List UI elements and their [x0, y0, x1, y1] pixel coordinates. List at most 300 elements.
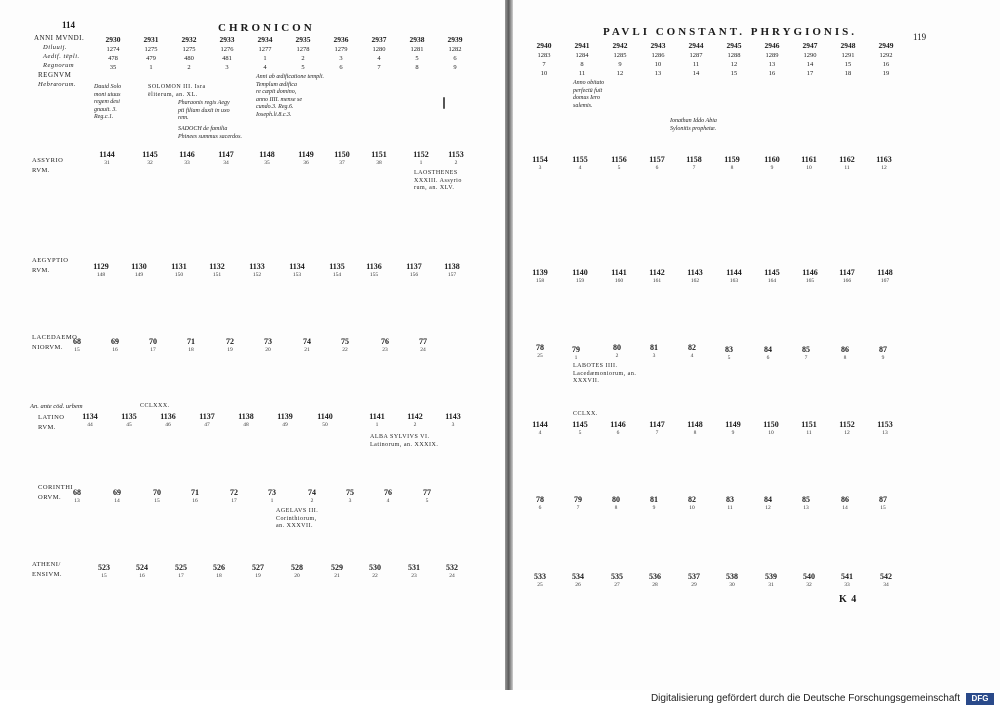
cell-r-ath-2 — [559, 572, 597, 589]
cell-main: 71 — [191, 488, 199, 497]
cell-ath-8 — [356, 563, 394, 580]
cell-sub: 6 — [538, 505, 542, 511]
year-cell: 1279 — [334, 46, 348, 53]
cell-sub: 25 — [537, 353, 543, 359]
cell-lac-9 — [366, 337, 404, 354]
year-cell: 1292 — [879, 52, 893, 59]
year-cell: 2945 — [726, 41, 742, 50]
cell-r-cor-2 — [559, 495, 597, 512]
cell-r-lat-8 — [790, 420, 828, 437]
cell-main: 74 — [303, 337, 311, 346]
cell-main: 1151 — [801, 420, 817, 429]
note-anno-obitato: Anno obitato perfectū fuit domus Iero salemis. — [573, 80, 605, 109]
cell-sub: 3 — [538, 165, 542, 171]
cell-sub: 6 — [616, 430, 620, 436]
cell-ath-3 — [162, 563, 200, 580]
cell-main: 82 — [688, 495, 696, 504]
year-cell: 13 — [768, 61, 776, 68]
cell-r-aeg-9 — [828, 268, 866, 285]
cell-main: 1153 — [877, 420, 893, 429]
cell-main: 536 — [649, 572, 661, 581]
year-cell: 1289 — [765, 52, 779, 59]
cell-main: 1163 — [876, 155, 892, 164]
cell-sub: 7 — [692, 165, 696, 171]
note-agelaus: AGELAVS III. Corinthiorum, an. XXXVII. — [276, 508, 319, 529]
cell-main: 1135 — [121, 412, 137, 421]
cell-sub: 9 — [652, 505, 656, 511]
cell-aeg-3 — [160, 262, 198, 279]
cell-r-assyr-2 — [561, 155, 599, 172]
cell-r-assyr-6 — [713, 155, 751, 172]
cell-aeg-7 — [318, 262, 356, 279]
cell-r-assyr-8 — [790, 155, 828, 172]
year-cell: 2949 — [878, 41, 894, 50]
cell-sub: 16 — [139, 573, 145, 579]
cell-sub: 19 — [227, 347, 233, 353]
cell-r-aeg-2 — [561, 268, 599, 285]
year-cell: 1274 — [106, 46, 120, 53]
cell-sub: 12 — [881, 165, 887, 171]
cell-main: 1136 — [366, 262, 382, 271]
cell-sub: 29 — [691, 582, 697, 588]
year-cell: 2944 — [688, 41, 704, 50]
cell-r-aeg-1 — [521, 268, 559, 285]
cell-r-aeg-3 — [600, 268, 638, 285]
year-cell: 1287 — [689, 52, 703, 59]
cell-main: 68 — [73, 337, 81, 346]
cell-lac-8 — [326, 337, 364, 354]
cell-cor-8 — [331, 488, 369, 505]
cell-ath-1 — [85, 563, 123, 580]
year-cell: 35 — [109, 64, 117, 71]
cell-sub: 160 — [614, 278, 624, 284]
cell-r-lac-7 — [749, 345, 787, 362]
cell-sub: 148 — [96, 272, 106, 278]
cell-sub: 153 — [292, 272, 302, 278]
cell-r-lac-3 — [598, 343, 636, 360]
cell-sub: 2 — [454, 160, 458, 166]
cell-main: 528 — [291, 563, 303, 572]
cell-sub: 23 — [411, 573, 417, 579]
cell-cor-9 — [369, 488, 407, 505]
year-cell: 4 — [377, 55, 381, 62]
cell-sub: 150 — [174, 272, 184, 278]
cell-r-aeg-8 — [791, 268, 829, 285]
cell-main: 1149 — [298, 150, 314, 159]
note-pharaonis: Pharaonis regis Aegy pti filiam duxit in uxo rem. — [178, 100, 230, 121]
cell-main: 1144 — [99, 150, 115, 159]
cell-sub: 15 — [101, 573, 107, 579]
cell-main: 86 — [841, 345, 849, 354]
cell-ath-2 — [123, 563, 161, 580]
cell-main: 529 — [331, 563, 343, 572]
year-cell: 1275 — [182, 46, 196, 53]
cell-r-aeg-7 — [753, 268, 791, 285]
cell-r-lac-10 — [864, 345, 902, 362]
year-cell: 2 — [301, 55, 305, 62]
cell-main: 69 — [111, 337, 119, 346]
cell-sub: 49 — [282, 422, 288, 428]
cell-sub: 36 — [303, 160, 309, 166]
header-label-diluvii: Diluuij. — [43, 44, 68, 51]
cell-sub: 157 — [447, 272, 457, 278]
cell-main: 87 — [879, 495, 887, 504]
cell-r-assyr-10 — [865, 155, 903, 172]
cell-r-ath-10 — [867, 572, 905, 589]
year-cell: 2931 — [143, 35, 159, 44]
cell-main: 1138 — [444, 262, 460, 271]
cell-sub: 37 — [339, 160, 345, 166]
cell-r-lac-1 — [521, 343, 559, 360]
cell-sub: 154 — [332, 272, 342, 278]
cell-sub: 15 — [154, 498, 160, 504]
cell-sub: 45 — [126, 422, 132, 428]
header-label-regnum: REGNVM — [38, 71, 72, 79]
cell-lat-10 — [434, 412, 472, 429]
cell-aeg-4 — [198, 262, 236, 279]
cell-r-cor-4 — [635, 495, 673, 512]
cell-assyr-5 — [248, 150, 286, 167]
note-alba: ALBA SYLVIVS VI. Latinorum, an. XXXIX. — [370, 434, 439, 448]
cell-sub: 3 — [451, 422, 455, 428]
cell-sub: 31 — [104, 160, 110, 166]
year-cell: 8 — [415, 64, 419, 71]
cell-r-aeg-10 — [866, 268, 904, 285]
cell-main: 85 — [802, 495, 810, 504]
cell-assyr-7 — [323, 150, 361, 167]
cell-sub: 18 — [188, 347, 194, 353]
cell-main: 534 — [572, 572, 584, 581]
cell-main: 1135 — [329, 262, 345, 271]
cell-main: 1158 — [686, 155, 702, 164]
cell-main: 1129 — [93, 262, 109, 271]
year-cell: 3 — [339, 55, 343, 62]
cell-sub: 6 — [766, 355, 770, 361]
cell-lac-7 — [288, 337, 326, 354]
year-cell: 2933 — [219, 35, 235, 44]
section-label-assyriorum: ASSYRIO RVM. — [32, 157, 64, 174]
cell-r-assyr-3 — [600, 155, 638, 172]
cell-sub: 33 — [184, 160, 190, 166]
cell-sub: 10 — [806, 165, 812, 171]
cell-main: 538 — [726, 572, 738, 581]
cell-main: 1161 — [801, 155, 817, 164]
year-cell: 15 — [730, 70, 738, 77]
note-ab-urbem: An. ante cōd. urbem — [30, 403, 83, 410]
year-cell: 5 — [415, 55, 419, 62]
cell-ath-4 — [200, 563, 238, 580]
cell-sub: 15 — [880, 505, 886, 511]
cell-r-ath-1 — [521, 572, 559, 589]
header-label-hebraeorum: Hebræorum. — [38, 81, 77, 88]
cell-sub: 13 — [74, 498, 80, 504]
digitization-footer — [0, 690, 1000, 708]
cell-sub: 163 — [729, 278, 739, 284]
cell-main: 1144 — [726, 268, 742, 277]
cell-sub: 14 — [114, 498, 120, 504]
cell-lat-2 — [110, 412, 148, 429]
section-label-latinorum: LATINO RVM. — [38, 414, 65, 431]
cell-main: 1143 — [445, 412, 461, 421]
year-cell: 2935 — [295, 35, 311, 44]
cell-sub: 16 — [192, 498, 198, 504]
year-cell: 1282 — [448, 46, 462, 53]
year-cell: 2930 — [105, 35, 121, 44]
cell-main: 1153 — [448, 150, 464, 159]
cell-sub: 24 — [449, 573, 455, 579]
year-cell: 3 — [225, 64, 229, 71]
year-cell: 1276 — [220, 46, 234, 53]
cell-main: 70 — [153, 488, 161, 497]
cell-main: 530 — [369, 563, 381, 572]
year-cell: 480 — [184, 55, 194, 62]
cell-main: 1134 — [82, 412, 98, 421]
year-cell: 479 — [146, 55, 156, 62]
cell-sub: 9 — [770, 165, 774, 171]
year-cell: 2932 — [181, 35, 197, 44]
cell-main: 1150 — [763, 420, 779, 429]
cell-main: 1162 — [839, 155, 855, 164]
cell-assyr-10 — [437, 150, 475, 167]
cell-main: 1141 — [369, 412, 385, 421]
cell-main: 86 — [841, 495, 849, 504]
cell-r-aeg-5 — [676, 268, 714, 285]
cell-r-cor-5 — [673, 495, 711, 512]
cell-sub: 17 — [150, 347, 156, 353]
cell-main: 1131 — [171, 262, 187, 271]
cell-main: 1137 — [199, 412, 215, 421]
cell-sub: 165 — [805, 278, 815, 284]
cell-main: 1157 — [649, 155, 665, 164]
note-david: Dauid Solo moni uiuus regem desi gnauit. 3. Reg.c.1. — [94, 84, 122, 120]
cell-r-cor-10 — [864, 495, 902, 512]
footer-text: Digitalisierung gefördert durch die Deutsche Forschungsgemeinschaft — [650, 693, 960, 704]
cell-r-ath-5 — [675, 572, 713, 589]
cell-sub: 34 — [223, 160, 229, 166]
right-years-row-4 — [525, 70, 905, 78]
cell-main: 537 — [688, 572, 700, 581]
cell-main: 1145 — [142, 150, 158, 159]
cell-lat-6 — [266, 412, 304, 429]
cell-sub: 17 — [178, 573, 184, 579]
cell-main: 1150 — [334, 150, 350, 159]
year-cell: 478 — [108, 55, 118, 62]
cell-sub: 13 — [882, 430, 888, 436]
cell-r-lat-3 — [599, 420, 637, 437]
cell-main: 1148 — [687, 420, 703, 429]
left-running-head: CHRONICON — [218, 22, 315, 34]
cell-main: 1147 — [649, 420, 665, 429]
cell-sub: 2 — [413, 422, 417, 428]
cell-r-lat-10 — [866, 420, 904, 437]
cell-sub: 152 — [252, 272, 262, 278]
cell-sub: 158 — [535, 278, 545, 284]
year-cell: 4 — [263, 64, 267, 71]
cell-main: 1142 — [407, 412, 423, 421]
cell-main: 1147 — [839, 268, 855, 277]
cell-aeg-5 — [238, 262, 276, 279]
note-sadoch: SADOCH de familia Phinees summus sacerdos. — [178, 126, 242, 140]
cell-aeg-10 — [433, 262, 471, 279]
year-cell: 16 — [768, 70, 776, 77]
cell-sub: 21 — [334, 573, 340, 579]
cell-main: 72 — [230, 488, 238, 497]
cell-sub: 12 — [765, 505, 771, 511]
cell-sub: 44 — [87, 422, 93, 428]
cell-sub: 9 — [731, 430, 735, 436]
year-cell: 1281 — [410, 46, 424, 53]
cell-sub: 7 — [804, 355, 808, 361]
cell-r-cor-1 — [521, 495, 559, 512]
cell-lac-3 — [134, 337, 172, 354]
cell-main: 532 — [446, 563, 458, 572]
cell-main: 1137 — [406, 262, 422, 271]
cell-main: 525 — [175, 563, 187, 572]
cell-sub: 3 — [348, 498, 352, 504]
cell-assyr-9 — [402, 150, 440, 167]
cell-main: 78 — [536, 495, 544, 504]
year-cell: 11 — [692, 61, 700, 68]
year-cell: 1278 — [296, 46, 310, 53]
year-cell: 1290 — [803, 52, 817, 59]
cell-ath-5 — [239, 563, 277, 580]
cell-sub: 8 — [843, 355, 847, 361]
year-cell: 2938 — [409, 35, 425, 44]
cell-main: 523 — [98, 563, 110, 572]
cell-sub: 167 — [880, 278, 890, 284]
cell-assyr-6 — [287, 150, 325, 167]
year-cell: 1 — [263, 55, 267, 62]
cell-main: 1148 — [259, 150, 275, 159]
year-cell: 2 — [187, 64, 191, 71]
cell-sub: 4 — [538, 430, 542, 436]
cell-sub: 32 — [147, 160, 153, 166]
cell-sub: 156 — [409, 272, 419, 278]
header-label-anni-mundi: ANNI MVNDI. — [34, 34, 85, 42]
right-page — [513, 0, 1000, 690]
cell-sub: 4 — [386, 498, 390, 504]
right-years-row-1 — [525, 42, 905, 50]
cell-r-ath-4 — [636, 572, 674, 589]
book-gutter — [505, 0, 513, 690]
cell-sub: 15 — [74, 347, 80, 353]
year-cell: 2947 — [802, 41, 818, 50]
year-cell: 7 — [377, 64, 381, 71]
cell-main: 527 — [252, 563, 264, 572]
left-page — [0, 0, 505, 690]
cell-r-lac-6 — [710, 345, 748, 362]
cell-main: 1154 — [532, 155, 548, 164]
cell-sub: 46 — [165, 422, 171, 428]
note-solomon: SOLOMON III. Isra ëliterum, an. XL. — [148, 84, 206, 98]
cell-lac-5 — [211, 337, 249, 354]
year-cell: 9 — [618, 61, 622, 68]
cell-sub: 7 — [576, 505, 580, 511]
cell-lac-6 — [249, 337, 287, 354]
cell-r-lat-6 — [714, 420, 752, 437]
cell-sub: 16 — [112, 347, 118, 353]
cell-main: 73 — [264, 337, 272, 346]
cell-main: 85 — [802, 345, 810, 354]
cell-r-assyr-9 — [828, 155, 866, 172]
cell-main: 79 — [574, 495, 582, 504]
year-cell: 1280 — [372, 46, 386, 53]
cell-lac-1 — [58, 337, 96, 354]
cell-cor-4 — [176, 488, 214, 505]
year-cell: 12 — [730, 61, 738, 68]
cell-main: 1146 — [610, 420, 626, 429]
year-cell: 1285 — [613, 52, 627, 59]
year-cell: 1 — [149, 64, 153, 71]
cell-sub: 19 — [255, 573, 261, 579]
cell-r-cor-6 — [711, 495, 749, 512]
year-cell: 14 — [692, 70, 700, 77]
header-label-aedif: Aedif. tēpli. — [43, 53, 80, 60]
year-cell: 1288 — [727, 52, 741, 59]
cell-sub: 8 — [693, 430, 697, 436]
cell-main: 75 — [346, 488, 354, 497]
year-cell: 2934 — [257, 35, 273, 44]
cell-r-assyr-1 — [521, 155, 559, 172]
cell-main: 78 — [536, 343, 544, 352]
year-cell: 1291 — [841, 52, 855, 59]
note-cclxxx: CCLXXX. — [140, 403, 170, 409]
right-running-head: PAVLI CONSTANT. PHRYGIONIS. — [603, 26, 857, 38]
cell-sub: 22 — [372, 573, 378, 579]
cell-sub: 38 — [376, 160, 382, 166]
year-cell: 9 — [453, 64, 457, 71]
cell-r-aeg-6 — [715, 268, 753, 285]
left-years-row-1 — [94, 36, 474, 44]
right-years-row-2 — [525, 52, 905, 60]
cell-sub: 2 — [615, 353, 619, 359]
year-cell: 13 — [654, 70, 662, 77]
cell-assyr-2 — [131, 150, 169, 167]
cell-assyr-1 — [88, 150, 126, 167]
cell-main: 541 — [841, 572, 853, 581]
cell-sub: 1 — [574, 355, 578, 361]
year-cell: 8 — [580, 61, 584, 68]
year-cell: 12 — [616, 70, 624, 77]
cell-sub: 30 — [729, 582, 735, 588]
cell-sub: 11 — [806, 430, 812, 436]
cell-sub: 3 — [652, 353, 656, 359]
cell-sub: 159 — [575, 278, 585, 284]
cell-main: 84 — [764, 495, 772, 504]
cell-sub: 5 — [727, 355, 731, 361]
cell-main: 542 — [880, 572, 892, 581]
cell-sub: 31 — [768, 582, 774, 588]
year-cell: 19 — [882, 70, 890, 77]
year-cell: 481 — [222, 55, 232, 62]
year-cell: 1286 — [651, 52, 665, 59]
cell-r-lac-2 — [557, 345, 595, 362]
cell-r-ath-8 — [790, 572, 828, 589]
cell-main: 75 — [341, 337, 349, 346]
cell-r-lat-5 — [676, 420, 714, 437]
cell-aeg-9 — [395, 262, 433, 279]
cell-sub: 8 — [730, 165, 734, 171]
cell-sub: 48 — [243, 422, 249, 428]
cell-main: 80 — [612, 495, 620, 504]
year-cell: 1275 — [144, 46, 158, 53]
year-cell: 2937 — [371, 35, 387, 44]
cell-r-cor-7 — [749, 495, 787, 512]
cell-r-lat-1 — [521, 420, 559, 437]
year-cell: 1284 — [575, 52, 589, 59]
note-laosthenes: LAOSTHENES XXXIII. Assyrio rum, an. XLV. — [414, 170, 462, 191]
cell-cor-10 — [408, 488, 446, 505]
